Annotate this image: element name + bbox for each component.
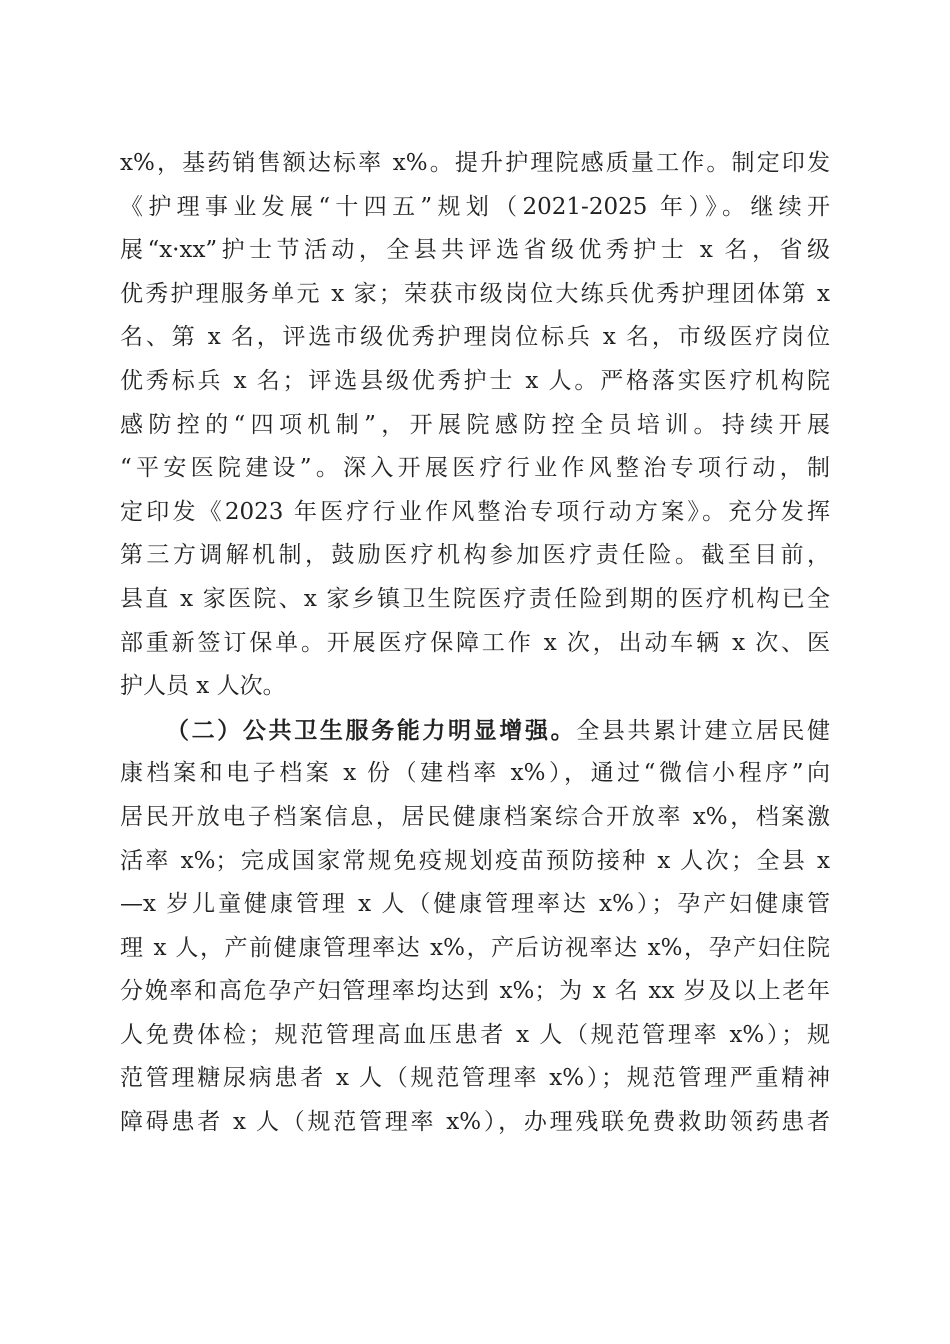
section-heading: （二）公共卫生服务能力明显增强。	[166, 716, 577, 744]
paragraph-line: 居民开放电子档案信息，居民健康档案综合开放率 x%，档案激	[120, 803, 830, 830]
paragraph-line: 名、第 x 名，评选市级优秀护理岗位标兵 x 名，市级医疗岗位	[120, 324, 830, 351]
paragraph-line: 第三方调解机制，鼓励医疗机构参加医疗责任险。截至目前，	[120, 542, 830, 569]
paragraph-line: 优秀护理服务单元 x 家；荣获市级岗位大练兵优秀护理团体第 x	[120, 280, 830, 307]
paragraph-line: 县直 x 家医院、x 家乡镇卫生院医疗责任险到期的医疗机构已全	[120, 585, 830, 612]
paragraph-line: 分娩率和高危孕产妇管理率均达到 x%；为 x 名 xx 岁及以上老年	[120, 978, 830, 1005]
paragraph-line: 人免费体检；规范管理高血压患者 x 人（规范管理率 x%）；规	[120, 1021, 830, 1048]
paragraph-line: —x 岁儿童健康管理 x 人（健康管理率达 x%）；孕产妇健康管	[120, 891, 830, 918]
section-heading-line	[120, 709, 830, 753]
paragraph-line: 《护理事业发展“十四五”规划（2021-2025 年）》。继续开	[120, 193, 830, 220]
document-body	[120, 142, 830, 1145]
paragraph-line: 理 x 人，产前健康管理率达 x%，产后访视率达 x%，孕产妇住院	[120, 934, 830, 961]
paragraph-line: 定印发《2023 年医疗行业作风整治专项行动方案》。充分发挥	[120, 498, 830, 525]
paragraph-line: 感防控的“四项机制”，开展院感防控全员培训。持续开展	[120, 411, 830, 438]
paragraph-line: 活率 x%；完成国家常规免疫规划疫苗预防接种 x 人次；全县 x	[120, 847, 830, 874]
section-heading-rest: 全县共累计建立居民健	[576, 717, 831, 744]
paragraph-line: 康档案和电子档案 x 份（建档率 x%），通过“微信小程序”向	[120, 760, 830, 787]
paragraph-line: 范管理糖尿病患者 x 人（规范管理率 x%）；规范管理严重精神	[120, 1065, 830, 1092]
paragraph-line: 护人员 x 人次。	[120, 673, 286, 700]
paragraph-line: x%，基药销售额达标率 x%。提升护理院感质量工作。制定印发	[120, 150, 830, 176]
paragraph-line: “平安医院建设”。深入开展医疗行业作风整治专项行动，制	[120, 455, 830, 482]
paragraph-line: 展“x·xx”护士节活动，全县共评选省级优秀护士 x 名，省级	[120, 237, 830, 264]
paragraph-line: 障碍患者 x 人（规范管理率 x%），办理残联免费救助领药患者	[120, 1109, 830, 1136]
paragraph-line: 优秀标兵 x 名；评选县级优秀护士 x 人。严格落实医疗机构院	[120, 367, 830, 394]
paragraph-line: 部重新签订保单。开展医疗保障工作 x 次，出动车辆 x 次、医	[120, 629, 830, 656]
